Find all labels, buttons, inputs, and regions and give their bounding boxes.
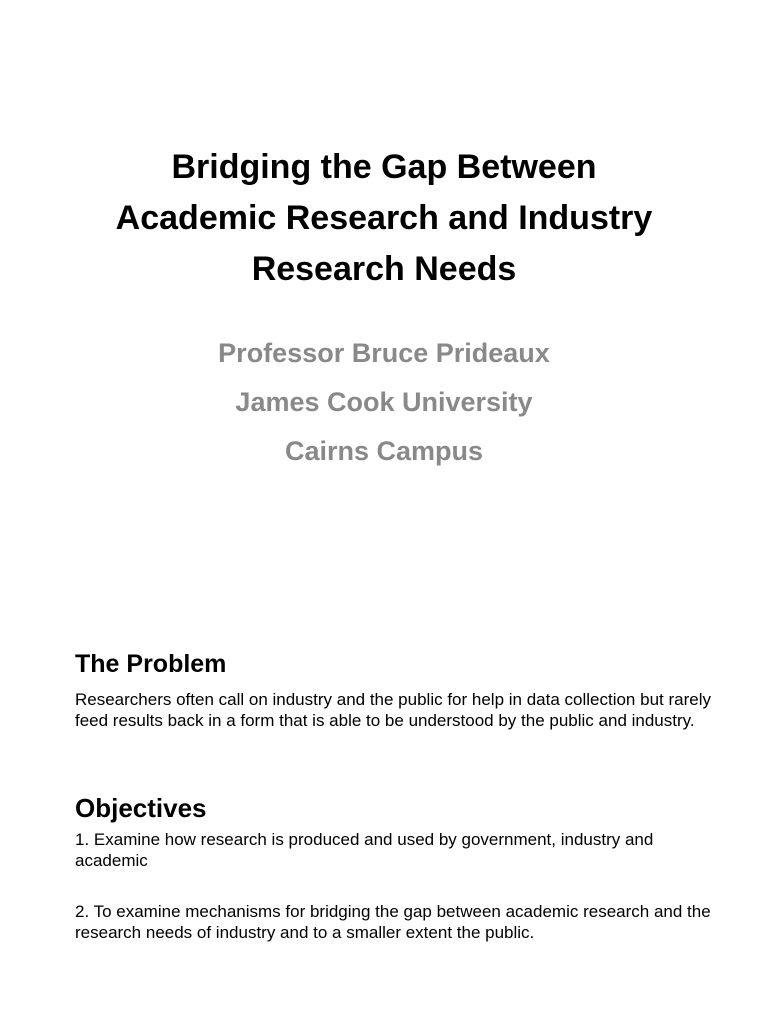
title-line: Bridging the Gap Between xyxy=(171,148,597,186)
title-line: Academic Research and Industry xyxy=(115,199,653,237)
presenter-university: James Cook University xyxy=(235,387,533,417)
objective-item-1: 1. Examine how research is produced and used by government, industry and academic xyxy=(75,830,654,870)
title-line: Research Needs xyxy=(251,250,517,288)
problem-heading: The Problem xyxy=(75,650,227,678)
presentation-title xyxy=(40,142,728,295)
presenter-campus: Cairns Campus xyxy=(284,436,484,466)
presenter-info xyxy=(40,329,728,476)
content-slide xyxy=(0,640,768,1024)
objectives-heading: Objectives xyxy=(75,793,207,823)
problem-text: Researchers often call on industry and the public for help in data collection but rarely feed results back in a form that is able to be understood by the public and industry. xyxy=(75,690,711,730)
objective-item-2: 2. To examine mechanisms for bridging the gap between academic research and the research needs of industry and to a smaller extent the public. xyxy=(75,902,711,942)
presenter-name: Professor Bruce Prideaux xyxy=(218,338,550,368)
